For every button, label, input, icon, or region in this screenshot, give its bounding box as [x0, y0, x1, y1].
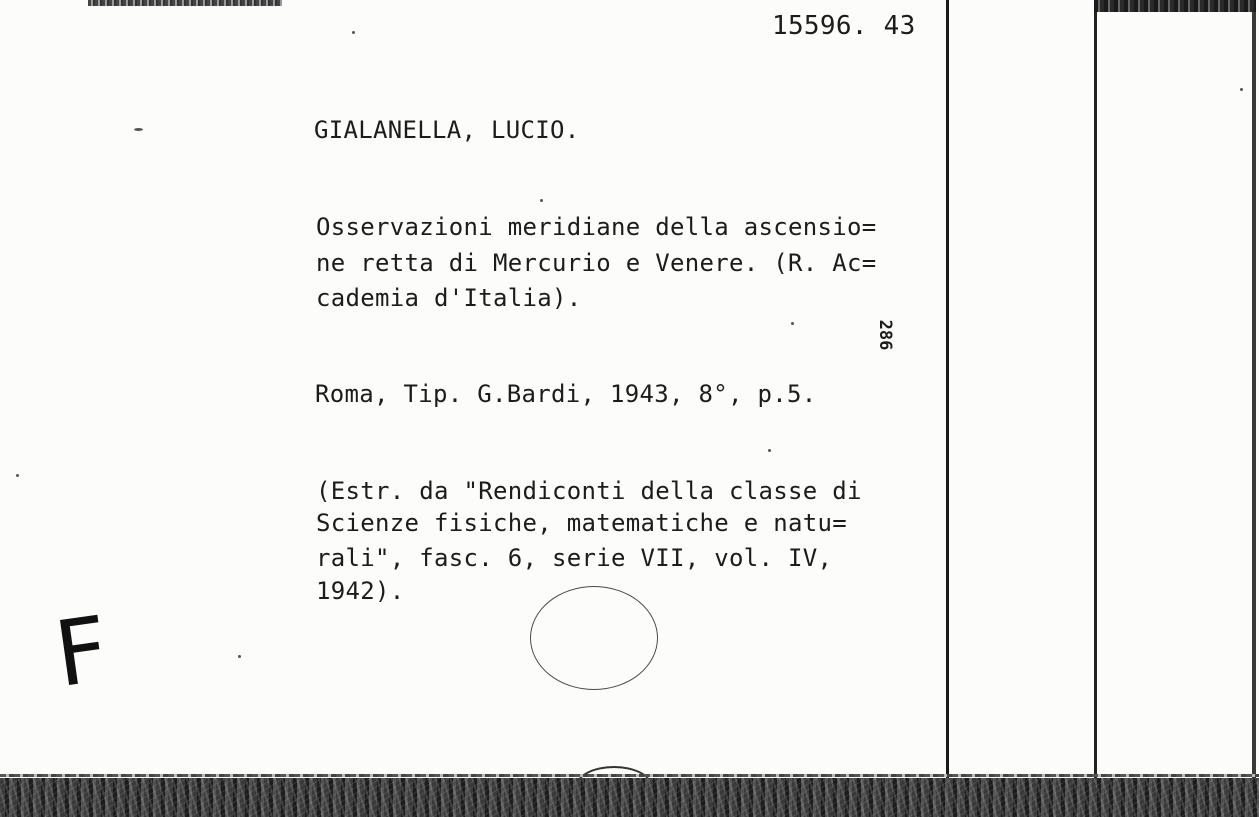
speck	[768, 449, 771, 452]
speck	[16, 474, 19, 477]
handwritten-mark: F	[48, 596, 115, 709]
speck	[352, 31, 355, 34]
call-number: 15596. 43	[772, 11, 916, 41]
speck	[791, 322, 794, 325]
note-line: 1942).	[316, 577, 405, 605]
punch-hole	[530, 586, 658, 690]
imprint-line: Roma, Tip. G.Bardi, 1943, 8°, p.5.	[315, 380, 817, 408]
title-line: cademia d'Italia).	[316, 284, 582, 312]
title-line: Osservazioni meridiane della ascensio=	[316, 213, 877, 241]
note-line: Scienze fisiche, matematiche e natu=	[316, 509, 847, 537]
side-number: 286	[875, 319, 895, 351]
author-heading: GIALANELLA, LUCIO.	[314, 116, 580, 144]
adjacent-card-edge	[1094, 0, 1256, 778]
speck	[540, 199, 543, 202]
adjacent-card-top-edge	[1094, 0, 1256, 12]
title-line: ne retta di Mercurio e Venere. (R. Ac=	[316, 249, 877, 277]
speck	[134, 128, 143, 131]
note-line: rali", fasc. 6, serie VII, vol. IV,	[316, 544, 833, 572]
card-right-edge	[946, 0, 949, 778]
card-bottom-edge	[0, 774, 1259, 777]
speck	[238, 655, 241, 658]
scan-background-strip	[0, 778, 1259, 817]
top-smudge	[88, 0, 282, 6]
note-line: (Estr. da "Rendiconti della classe di	[316, 477, 862, 505]
